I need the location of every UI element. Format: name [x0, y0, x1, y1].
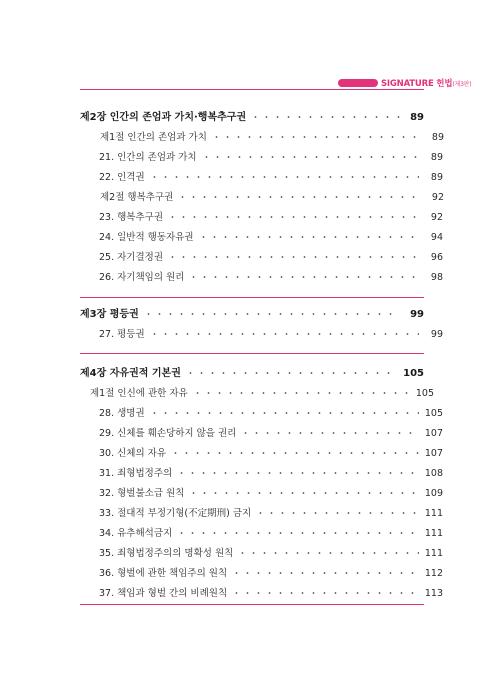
page-header	[0, 0, 500, 100]
toc-item-row[interactable]	[80, 442, 443, 460]
entry-title: 21. 인간의 존엄과 가치	[99, 152, 197, 163]
toc-section-row[interactable]	[80, 126, 444, 144]
toc-item-row[interactable]	[80, 502, 443, 520]
toc-item-row[interactable]	[80, 402, 443, 420]
toc-item-row[interactable]	[80, 562, 443, 580]
page-number: 107	[424, 428, 443, 439]
page-number: 89	[410, 112, 424, 123]
leader-dots	[176, 526, 419, 539]
entry-title: 37. 책임과 형벌 간의 비례원칙	[99, 588, 228, 599]
leader-dots	[250, 110, 400, 123]
leader-dots	[231, 566, 419, 579]
page-number: 96	[430, 252, 443, 263]
page-number: 109	[424, 488, 443, 499]
page-number: 92	[430, 212, 443, 223]
toc-item-row[interactable]	[80, 146, 443, 164]
toc-item-row[interactable]	[80, 266, 443, 284]
entry-title: 27. 평등권	[99, 329, 145, 340]
header-divider	[80, 89, 424, 90]
toc-section-row[interactable]	[80, 382, 434, 400]
chapter-title: 제2장 인간의 존엄과 가치·행복추구권	[80, 112, 247, 123]
leader-dots	[170, 446, 419, 459]
entry-title: 31. 죄형법정주의	[99, 468, 173, 479]
toc-item-row[interactable]	[80, 226, 443, 244]
page-number: 105	[403, 368, 424, 379]
page-number: 89	[430, 172, 443, 183]
chapter-title: 제3장 평등권	[80, 309, 139, 320]
leader-dots	[237, 546, 419, 559]
entry-title: 28. 생명권	[99, 408, 145, 419]
page-number: 111	[424, 528, 443, 539]
leader-dots	[255, 506, 419, 519]
toc-item-row[interactable]	[80, 166, 443, 184]
leader-dots	[143, 307, 400, 320]
page-number: 108	[424, 468, 443, 479]
entry-title: 26. 자기책임의 원리	[99, 272, 185, 283]
entry-title: 29. 신체를 훼손당하지 않을 권리	[99, 428, 237, 439]
page-number: 111	[424, 508, 443, 519]
leader-dots	[177, 190, 420, 203]
entry-title: 제1절 인간의 존엄과 가치	[100, 132, 207, 143]
leader-dots	[149, 170, 419, 183]
leader-dots	[201, 150, 419, 163]
page-number: 112	[424, 568, 443, 579]
leader-dots	[231, 586, 419, 599]
leader-dots	[188, 486, 418, 499]
toc-item-row[interactable]	[80, 422, 443, 440]
toc-item-row[interactable]	[80, 582, 443, 600]
leader-dots	[149, 327, 419, 340]
section-divider	[80, 353, 424, 354]
toc-item-row[interactable]	[80, 462, 443, 480]
leader-dots	[198, 230, 419, 243]
leader-dots	[211, 130, 420, 143]
leader-dots	[240, 426, 419, 439]
footer-divider	[80, 604, 424, 605]
toc-item-row[interactable]	[80, 482, 443, 500]
entry-title: 23. 행복추구권	[99, 212, 164, 223]
toc-section-row[interactable]	[80, 186, 444, 204]
page-number: 94	[430, 232, 443, 243]
page-number: 105	[424, 408, 443, 419]
page-number: 113	[424, 588, 443, 599]
book-brand	[381, 77, 471, 89]
entry-title: 32. 형벌불소급 원칙	[99, 488, 185, 499]
entry-title: 24. 일반적 행동자유권	[99, 232, 194, 243]
leader-dots	[176, 466, 419, 479]
toc-item-row[interactable]	[80, 542, 443, 560]
leader-dots	[192, 386, 410, 399]
entry-title: 33. 절대적 부정기형(不定期刑) 금지	[99, 508, 252, 519]
page-number: 105	[415, 388, 434, 399]
brand-pill-decoration	[338, 79, 378, 87]
chapter-title: 제4장 자유권적 기본권	[80, 368, 181, 379]
entry-title: 제1절 인신에 관한 자유	[90, 388, 188, 399]
page-number: 111	[424, 548, 443, 559]
section-divider	[80, 297, 424, 298]
page-number: 89	[430, 152, 443, 163]
page-number: 107	[424, 448, 443, 459]
entry-title: 36. 형벌에 관한 책임주의 원칙	[99, 568, 228, 579]
entry-title: 22. 인격권	[99, 172, 145, 183]
brand-title: SIGNATURE 헌법	[381, 79, 453, 89]
page-number: 99	[430, 329, 443, 340]
page-number: 89	[431, 132, 444, 143]
leader-dots	[185, 366, 397, 379]
toc-chapter-row[interactable]	[80, 362, 424, 380]
entry-title: 제2절 행복추구권	[100, 192, 174, 203]
leader-dots	[149, 406, 419, 419]
page-number: 92	[431, 192, 444, 203]
toc-item-row[interactable]	[80, 522, 443, 540]
leader-dots	[167, 250, 419, 263]
entry-title: 30. 신체의 자유	[99, 448, 167, 459]
brand-edition: (제3판)	[452, 81, 472, 88]
toc-chapter-row[interactable]	[80, 303, 424, 321]
entry-title: 25. 자기결정권	[99, 252, 164, 263]
page-number: 98	[430, 272, 443, 283]
leader-dots	[188, 270, 419, 283]
entry-title: 35. 죄형법정주의의 명확성 원칙	[99, 548, 234, 559]
toc-item-row[interactable]	[80, 323, 443, 341]
page-number: 99	[410, 309, 424, 320]
entry-title: 34. 유추해석금지	[99, 528, 173, 539]
toc-chapter-row[interactable]	[80, 106, 424, 124]
toc-item-row[interactable]	[80, 246, 443, 264]
toc-item-row[interactable]	[80, 206, 443, 224]
leader-dots	[167, 210, 419, 223]
